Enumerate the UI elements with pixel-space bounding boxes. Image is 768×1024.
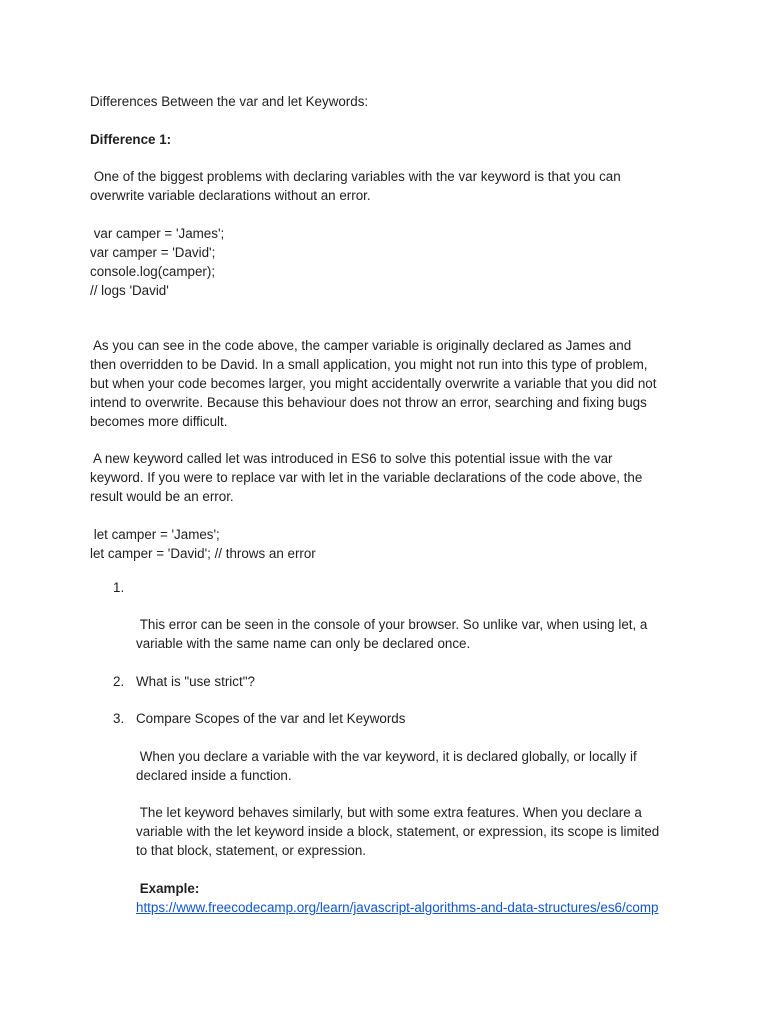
code2-line-1: let camper = 'James';	[90, 527, 220, 542]
para3-line-2: keyword. If you were to replace var with let in the variable declarations of the code above, the	[90, 470, 643, 485]
para2-line-1: As you can see in the code above, the camper variable is originally declared as James and	[90, 338, 632, 353]
para2-line-3: but when your code becomes larger, you might accidentally overwrite a variable that you did not	[90, 376, 657, 391]
para2-line-5: becomes more difficult.	[90, 414, 228, 429]
para3-line-1: A new keyword called let was introduced in ES6 to solve this potential issue with the var	[90, 451, 613, 466]
document-heading: Differences Between the var and let Keywords:	[90, 94, 369, 109]
list-item-2-text: What is "use strict"?	[136, 674, 255, 689]
list-item-1-number: 1.	[113, 580, 125, 595]
para3-line-3: result would be an error.	[90, 489, 234, 504]
list-item-3-number: 3.	[113, 711, 125, 726]
para2-line-4: intend to overwrite. Because this behaviour does not throw an error, searching and fixing bugs	[90, 395, 647, 410]
difference-title: Difference 1:	[90, 132, 172, 147]
item3-para1-line-2: declared inside a function.	[136, 768, 292, 783]
item3-para2-line-2: variable with the let keyword inside a block, statement, or expression, its scope is limited	[136, 824, 660, 839]
list-item-1-line-1: This error can be seen in the console of your browser. So unlike var, when using let, a	[136, 617, 648, 632]
list-item-3-text: Compare Scopes of the var and let Keywords	[136, 711, 406, 726]
list-item-1-line-2: variable with the same name can only be declared once.	[136, 636, 471, 651]
code1-line-2: var camper = 'David';	[90, 245, 216, 260]
intro-line-1: One of the biggest problems with declaring variables with the var keyword is that you can	[90, 169, 621, 184]
code2-line-2: let camper = 'David'; // throws an error	[90, 546, 316, 561]
code1-line-1: var camper = 'James';	[90, 226, 225, 241]
example-label: Example:	[136, 881, 200, 896]
code1-line-4: // logs 'David'	[90, 283, 169, 298]
list-item-2-number: 2.	[113, 674, 125, 689]
item3-para1-line-1: When you declare a variable with the var keyword, it is declared globally, or locally if	[136, 749, 637, 764]
code1-line-3: console.log(camper);	[90, 264, 216, 279]
item3-para2-line-1: The let keyword behaves similarly, but with some extra features. When you declare a	[136, 805, 642, 820]
item3-para2-line-3: to that block, statement, or expression.	[136, 843, 366, 858]
example-link[interactable]: https://www.freecodecamp.org/learn/javascript-algorithms-and-data-structures/es6/comp	[136, 900, 659, 915]
intro-line-2: overwrite variable declarations without an error.	[90, 188, 371, 203]
para2-line-2: then overridden to be David. In a small application, you might not run into this type of problem,	[90, 357, 648, 372]
